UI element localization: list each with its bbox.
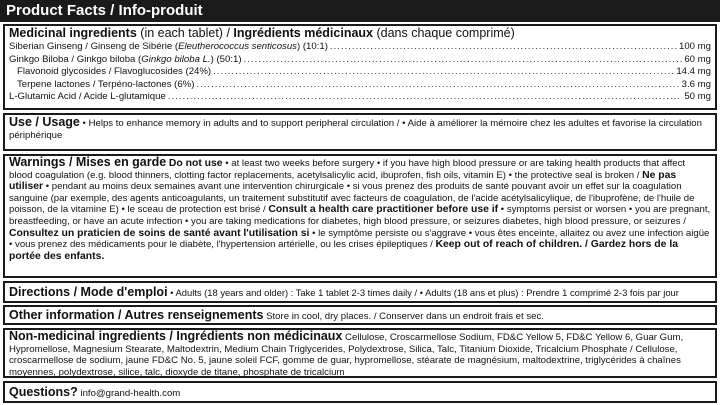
non-medicinal-section: [3, 328, 717, 378]
directions-section: [3, 281, 717, 303]
ingredient-name: [9, 41, 328, 54]
non-medicinal-text-block: [9, 331, 711, 378]
other-information-heading: Other information / Autres renseignements: [9, 308, 264, 322]
ingredient-name: [17, 79, 194, 92]
non-medicinal-heading: Non-medicinal ingredients / Ingrédients non médicinaux: [9, 329, 343, 343]
ingredient-name: [17, 66, 211, 79]
dot-leader: [244, 54, 683, 67]
use-text-block: [9, 117, 711, 141]
warnings-text-block: [9, 157, 711, 262]
ingredient-amount: 100 mg: [679, 41, 711, 52]
ingredient-name-text: Ginkgo Biloba / Ginkgo biloba (: [9, 53, 142, 65]
dot-leader: [196, 79, 679, 92]
do-not-use-label: Do not use: [168, 158, 223, 169]
consult-practitioner-en: Consult a health care practitioner before use if: [268, 204, 499, 216]
ingredient-row: [9, 79, 711, 92]
directions-text: • Adults (18 years and older) : Take 1 tablet 2-3 times daily / • Adults (18 ans et plus) : Prendre 1 comprimé 2-3 fois par jour: [167, 287, 679, 298]
ingredient-ratio: ) (10:1): [296, 41, 328, 52]
use-text: • Helps to enhance memory in adults and to support peripheral circulation / • Aide à améliorer la mémoire chez les adultes et favorise la circulation périphérique: [9, 118, 702, 141]
ingredient-amount: 50 mg: [684, 91, 711, 103]
ingredient-row: [9, 41, 711, 54]
panel-title: Product Facts / Info-produit: [6, 2, 203, 19]
medicinal-ingredients-heading: [9, 26, 711, 41]
questions-email: info@grand-health.com: [77, 388, 181, 399]
heading-en-bold: Medicinal ingredients: [9, 26, 137, 40]
keep-out-of-reach: Keep out of reach of children. / Gardez hors de la portée des enfants.: [9, 239, 678, 262]
questions-section: [3, 381, 717, 403]
ingredient-name-text: L-Glutamic Acid / Acide L-glutamique: [9, 91, 166, 103]
heading-fr-rest: (dans chaque comprimé): [373, 26, 515, 40]
ingredient-name-text: Siberian Ginseng / Ginseng de Sibérie (: [9, 41, 179, 52]
other-information-section: [3, 305, 717, 325]
ingredient-amount: 60 mg: [684, 53, 711, 65]
ingredient-latin-name: Eleutherococcus senticosus: [178, 41, 297, 52]
ingredient-amount: 3.6 mg: [681, 78, 711, 90]
warnings-text-3: • symptoms persist or worsen • you are pregnant, breastfeeding, or have an acute infection • you are taking medications for diabetes, high blood pressure, or seizures diabetes, high blood pressure, or seizures /: [9, 204, 711, 227]
ingredient-name-text: Terpene lactones / Terpéno-lactones (6%): [17, 78, 195, 90]
ingredient-latin-name: Ginkgo biloba L.: [141, 53, 211, 65]
ingredient-row: [9, 66, 711, 79]
use-heading: Use / Usage: [9, 115, 80, 129]
questions-heading: Questions?: [9, 385, 78, 399]
ingredient-ratio: ) (50:1): [210, 53, 242, 65]
ingredient-row: [9, 54, 711, 67]
use-section: [3, 113, 717, 151]
warnings-section: [3, 154, 717, 278]
ingredient-list: [9, 41, 711, 104]
consult-practitioner-fr: Consultez un praticien de soins de santé avant l'utilisation si: [9, 227, 310, 239]
other-information-text: Store in cool, dry places. / Conserver dans un endroit frais et sec.: [263, 311, 544, 322]
dot-leader: [330, 41, 677, 54]
medicinal-ingredients-section: [3, 24, 717, 110]
warnings-text-4: • le symptôme persiste ou s'aggrave • vous êtes enceinte, allaitez ou avez une infection aigüe • vous prenez des médicaments pour le diabète, l'hypertension artérielle, ou les crises épileptiques /: [9, 227, 710, 251]
warnings-text-1: • at least two weeks before surgery • if you have high blood pressure or are taking health products that affect blood coagulation (e.g. blood thinners, clotting factor replacements, acetylsalicylic acid, ibuprofen, fish oils, vitamin E) • the protective seal is broken /: [9, 158, 686, 181]
warnings-text-2: • pendant au moins deux semaines avant une intervention chirurgicale • si vous prenez des produits de santé pouvant avoir un effet sur la coagulation sanguine (par exemple, des agents anticoagulants, un traitement substitutif avec facteurs de coagulation, de l'acide acétylsalicylique, de l'ibuprofène, de l'huile de poisson, de la vitamine E) • le sceau de protection est brisé /: [9, 181, 695, 216]
dot-leader: [168, 91, 683, 104]
ne-pas-utiliser-label: Ne pas utiliser: [9, 169, 677, 193]
heading-en-rest: (in each tablet) /: [136, 26, 234, 40]
non-medicinal-text: Cellulose, Croscarmellose Sodium, FD&C Yellow 5, FD&C Yellow 6, Guar Gum, Hypromellose, Magnesium Stearate, Maltodextrin, Medium Chain Triglycerides, Polydextrose, Silica, Talc, Titanium Dioxide, Tricalcium Phosphate / Cellulose, croscarmellose de sodium, jaune FD&C No. 5, jaune soleil FCF, gomme de guar, hypromellose, stéarate de magnésium, maltodextrine, triglycérides à chaînes moyennes, polydextrose, silice, talc, dioxyde de titane, phosphate de tricalcium: [9, 332, 684, 378]
ingredient-name: [9, 91, 166, 104]
ingredient-amount: 14.4 mg: [676, 66, 711, 78]
directions-heading: Directions / Mode d'emploi: [9, 285, 168, 299]
ingredient-name: [9, 54, 242, 67]
dot-leader: [213, 66, 674, 79]
warnings-heading: Warnings / Mises en garde: [9, 155, 167, 169]
ingredient-row: [9, 91, 711, 104]
panel-header: [0, 0, 720, 22]
heading-fr-bold: Ingrédients médicinaux: [233, 26, 374, 40]
ingredient-name-text: Flavonoid glycosides / Flavoglucosides (24%): [17, 66, 212, 78]
